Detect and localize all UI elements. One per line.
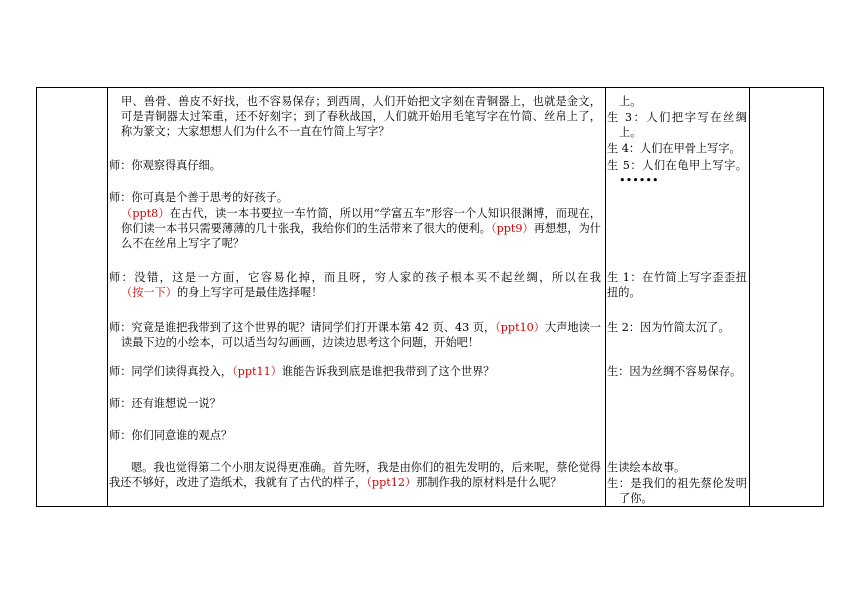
student-line: 生 2：因为竹简太沉了。 (607, 321, 730, 334)
teacher-line: 师：你们同意谁的观点？ (109, 429, 233, 442)
column-divider (605, 88, 606, 506)
ppt-marker: （ppt8） (121, 207, 170, 220)
column-divider (107, 88, 108, 506)
column-divider (749, 88, 750, 506)
student-line: 生 3：人们把字写在丝绸上。 (607, 111, 747, 139)
teacher-paragraph: 嗯。我也觉得第二个小朋友说得更准确。首先呀，我是由你们的祖先发明的，后来呢，蔡伦觉得我还不够好，改进了造纸术，我就有了古代的样子，（ppt12）那制作我的原材料是什么呢？ (109, 461, 601, 489)
teacher-line: 师：你可真是个善于思考的好孩子。 (109, 191, 289, 204)
student-line: 生 4：人们在甲骨上写字。 (607, 142, 741, 155)
student-line: 生：是我们的祖先蔡伦发明了你。 (607, 477, 747, 505)
teacher-paragraph: 甲、兽骨、兽皮不好找，也不容易保存；到西周，人们开始把文字刻在青铜器上，也就是金文，可是青铜器太过笨重，还不好刻字；到了春秋战国，人们就开始用毛笔写字在竹简、丝帛上了，称为篆文；大家想想人们为什么不一直在竹简上写字？ (121, 95, 601, 138)
ppt-marker: （ppt12） (366, 476, 417, 489)
teacher-paragraph: 师：究竟是谁把我带到了这个世界的呢？请同学们打开课本第 42 页、43 页，（ppt10）大声地读一读最下边的小绘本，可以适当勾勾画画，边读边思考这个问题，开始吧！ (109, 321, 601, 349)
teacher-line: 师：还有谁想说一说？ (109, 397, 221, 410)
student-line: 上。 (619, 95, 642, 108)
teacher-paragraph: 师：没错，这是一方面，它容易化掉，而且呀，穷人家的孩子根本买不起丝绸，所以在我（按一下）的身上写字可是最佳选择喔！ (109, 271, 601, 299)
ppt-marker: （ppt9） (490, 222, 534, 235)
ppt-marker: （ppt11） (232, 365, 282, 378)
student-line: 生读绘本故事。 (607, 461, 686, 474)
student-line: 生 1：在竹简上写字歪歪扭扭的。 (607, 271, 747, 299)
student-line: 生 5：人们在龟甲上写字。•••••• (607, 159, 747, 187)
teacher-line: 师：你观察得真仔细。 (109, 159, 221, 172)
teacher-paragraph: 师：同学们读得真投入，（ppt11）谁能告诉我到底是谁把我带到了这个世界？ (109, 365, 495, 378)
lesson-table (36, 87, 824, 507)
student-line: 生：因为丝绸不容易保存。 (607, 365, 742, 378)
ppt-marker: （ppt10） (495, 321, 546, 334)
action-marker: （按一下） (121, 286, 177, 299)
teacher-paragraph: （ppt8）在古代，读一本书要拉一车竹简，所以用“学富五车”形容一个人知识很渊博，而现在，你们读一本书只需要薄薄的几十张我，我给你们的生活带来了很大的便利。（ppt9）再想想，为什么不在丝帛上写字了呢？ (121, 207, 601, 250)
